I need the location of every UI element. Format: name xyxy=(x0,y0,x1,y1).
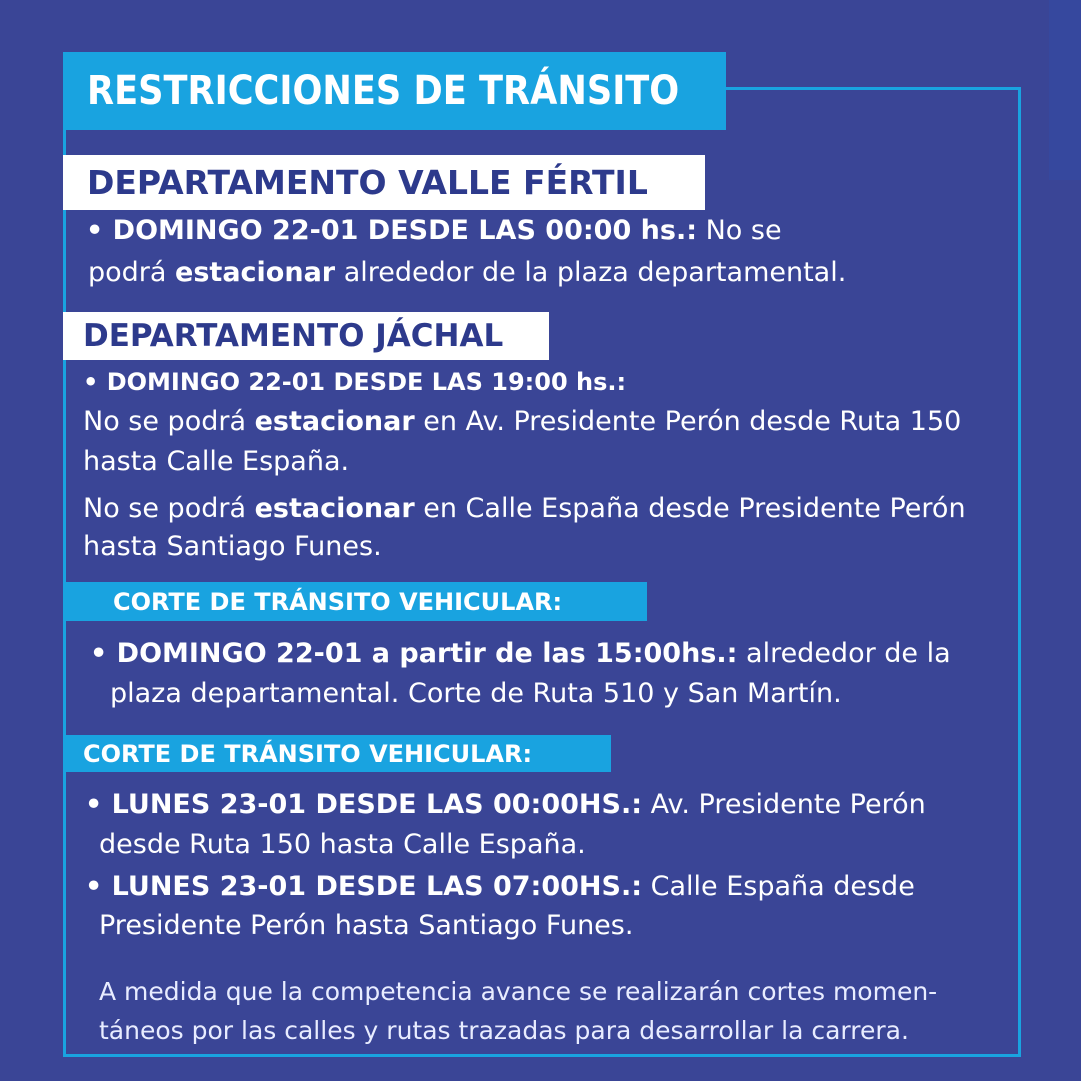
jachal-p1-b: en Av. Presidente Perón desde Ruta 150 xyxy=(414,406,962,437)
page-title: RESTRICCIONES DE TRÁNSITO xyxy=(87,68,680,114)
jachal-date-text: • DOMINGO 22-01 DESDE LAS 19:00 hs.: xyxy=(83,368,627,396)
jachal-p2-b: en Calle España desde Presidente Perón xyxy=(414,493,966,524)
valle-fertil-line-2 xyxy=(88,254,846,291)
corte-2-item-1-date: • LUNES 23-01 DESDE LAS 00:00HS.: xyxy=(85,789,643,820)
valle-fertil-line-2-b: alrededor de la plaza departamental. xyxy=(335,257,847,288)
valle-fertil-date: • DOMINGO 22-01 DESDE LAS 00:00 hs.: xyxy=(86,215,697,246)
corte-2-item-1-line-1 xyxy=(85,786,926,823)
title-banner xyxy=(63,52,726,130)
corte-1-line-2: plaza departamental. Corte de Ruta 510 y San Martín. xyxy=(110,678,842,709)
heading-corte-1-text: CORTE DE TRÁNSITO VEHICULAR: xyxy=(113,587,563,616)
valle-fertil-line-1-rest: No se xyxy=(697,215,782,246)
corte-2-item-2-line-1 xyxy=(85,868,915,905)
corte-1-line-1-rest: alrededor de la xyxy=(737,638,951,669)
valle-fertil-line-2-bold: estacionar xyxy=(175,257,336,288)
jachal-date xyxy=(83,364,626,401)
corte-1-date: • DOMINGO 22-01 a partir de las 15:00hs.: xyxy=(90,638,738,669)
jachal-p1-a: No se podrá xyxy=(83,406,255,437)
heading-jachal-text: DEPARTAMENTO JÁCHAL xyxy=(83,318,504,354)
footer-line-2: táneos por las calles y rutas trazadas para desarrollar la carrera. xyxy=(99,1016,909,1045)
valle-fertil-line-2-a: podrá xyxy=(88,257,176,288)
corner-accent-bar xyxy=(1049,0,1081,180)
jachal-p2-line-2: hasta Santiago Funes. xyxy=(83,531,382,562)
corte-2-item-2-rest: Calle España desde xyxy=(642,871,915,902)
heading-valle-fertil xyxy=(63,155,705,210)
corte-2-item-2-date: • LUNES 23-01 DESDE LAS 07:00HS.: xyxy=(85,871,643,902)
corte-2-item-1-rest: Av. Presidente Perón xyxy=(642,789,926,820)
corte-2-item-2-line-2: Presidente Perón hasta Santiago Funes. xyxy=(99,910,634,941)
heading-corte-1 xyxy=(63,582,647,621)
valle-fertil-line-1 xyxy=(86,212,782,249)
jachal-p2-bold: estacionar xyxy=(254,493,415,524)
heading-corte-2 xyxy=(63,735,611,772)
corte-1-line-1 xyxy=(90,635,951,672)
corte-2-item-1-line-2: desde Ruta 150 hasta Calle España. xyxy=(99,829,586,860)
heading-corte-2-text: CORTE DE TRÁNSITO VEHICULAR: xyxy=(83,739,533,768)
heading-valle-fertil-text: DEPARTAMENTO VALLE FÉRTIL xyxy=(87,163,648,202)
heading-jachal xyxy=(63,312,549,360)
jachal-p1-line-2: hasta Calle España. xyxy=(83,446,350,477)
jachal-p1-line-1 xyxy=(83,403,961,440)
jachal-p2-line-1 xyxy=(83,490,966,527)
footer-line-1: A medida que la competencia avance se realizarán cortes momen- xyxy=(99,977,938,1006)
jachal-p2-a: No se podrá xyxy=(83,493,255,524)
jachal-p1-bold: estacionar xyxy=(254,406,415,437)
